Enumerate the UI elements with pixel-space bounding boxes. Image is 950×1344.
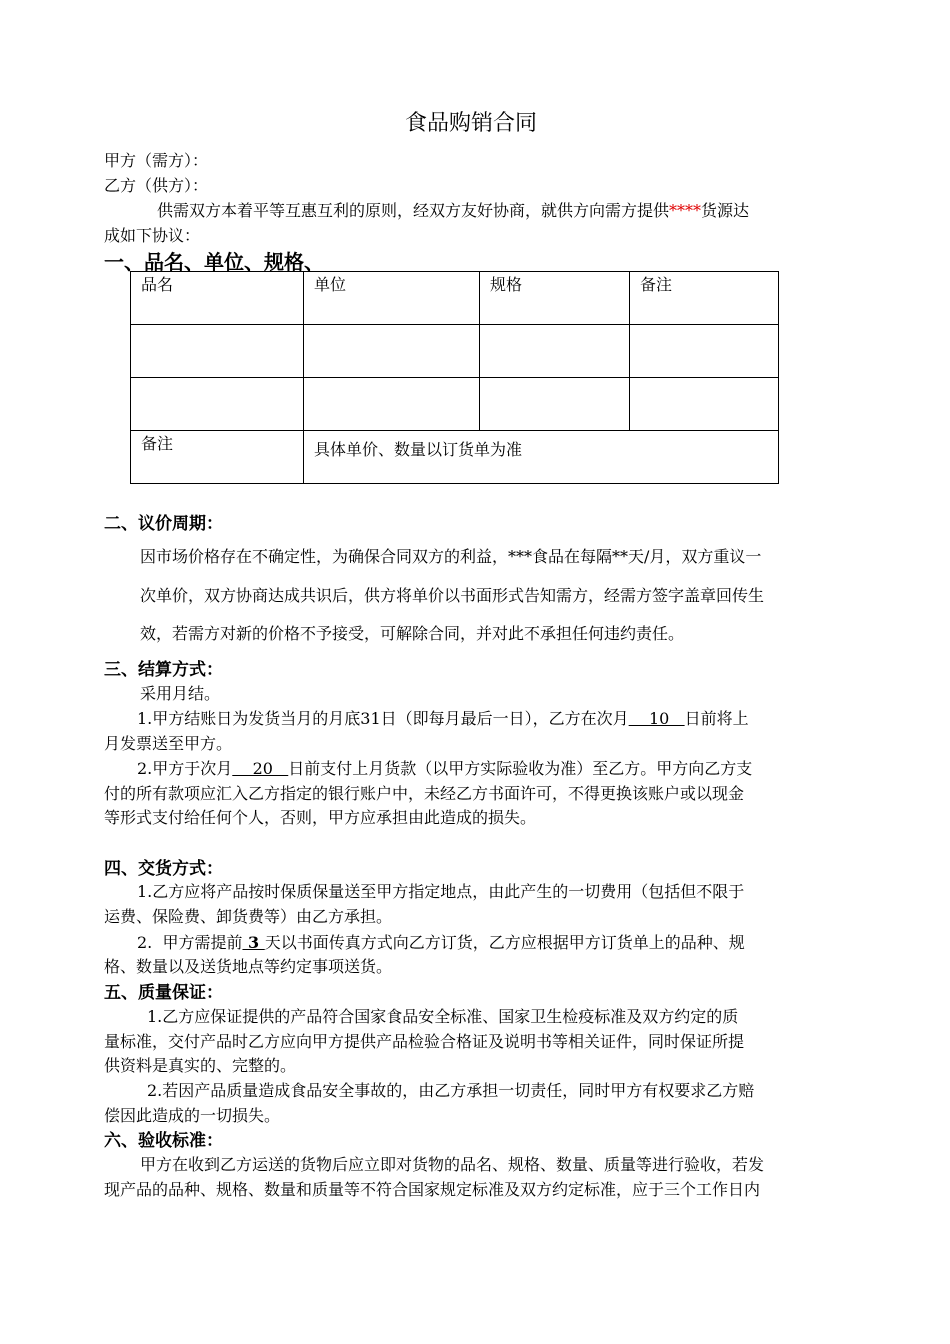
table-cell — [304, 378, 480, 431]
table-remark-value: 具体单价、数量以订货单为准 — [304, 431, 779, 484]
table-header-cell: 单位 — [304, 272, 480, 325]
section4-item2-text: 2. 甲方需提前 — [137, 933, 243, 952]
table-header-row — [131, 272, 779, 325]
section5-heading: 五、质量保证： — [104, 983, 223, 1003]
intro-text-post: 货源达 — [701, 201, 750, 220]
table-header-cell: 规格 — [480, 272, 630, 325]
section3-item1-text: 1.甲方结账日为发货当月的月底31日（即每月最后一日），乙方在次月 — [137, 709, 629, 728]
section4-item2-line2: 格、数量以及送货地点等约定事项送货。 — [104, 957, 393, 976]
section6-line-2: 现产品的品种、规格、数量和质量等不符合国家规定标准及双方约定标准，应于三个工作日内 — [104, 1180, 761, 1199]
intro-line-1 — [157, 201, 749, 221]
section4-heading: 四、交货方式： — [104, 859, 223, 879]
table-cell — [630, 378, 779, 431]
party-a-line: 甲方（需方）： — [104, 151, 209, 170]
table-cell — [131, 378, 304, 431]
section4-item2-tail: 天以书面传真方式向乙方订货，乙方应根据甲方订货单上的品种、规 — [264, 933, 745, 952]
section5-item1-line3: 供资料是真实的、完整的。 — [104, 1056, 297, 1075]
intro-text-pre: 供需双方本着平等互惠互利的原则，经双方友好协商，就供方向需方提供 — [157, 201, 670, 220]
settlement-payment-day: 20 — [232, 759, 289, 778]
table-remark-row — [131, 431, 779, 484]
party-b-line: 乙方（供方）： — [104, 176, 209, 195]
section3-item2-tail: 日前支付上月货款（以甲方实际验收为准）至乙方。甲方向乙方支 — [288, 759, 753, 778]
intro-line-2: 成如下协议： — [104, 226, 201, 245]
order-advance-days: 3 — [242, 933, 265, 952]
section2-heading: 二、议价周期： — [104, 514, 223, 534]
section3-item2-line2: 付的所有款项应汇入乙方指定的银行账户中，未经乙方书面许可，不得更换该账户或以现金 — [104, 784, 745, 803]
section1-heading: 一、品名、单位、规格、 — [104, 250, 324, 274]
section3-item1-tail: 日前将上 — [684, 709, 749, 728]
intro-red-placeholder: **** — [669, 201, 702, 220]
section3-item2-line3: 等形式支付给任何个人，否则，甲方应承担由此造成的损失。 — [104, 808, 537, 827]
settlement-invoice-day: 10 — [628, 709, 685, 728]
table-header-cell: 备注 — [630, 272, 779, 325]
table-row — [131, 325, 779, 378]
section3-item1 — [137, 709, 749, 729]
table-cell — [480, 378, 630, 431]
table-cell — [131, 325, 304, 378]
section3-item2 — [137, 759, 752, 779]
product-table — [130, 271, 779, 484]
section4-item1-line2: 运费、保险费、卸货费等）由乙方承担。 — [104, 907, 393, 926]
section6-line-1: 甲方在收到乙方运送的货物后应立即对货物的品名、规格、数量、质量等进行验收，若发 — [140, 1155, 765, 1174]
section3-line-0: 采用月结。 — [140, 684, 221, 703]
document-title: 食品购销合同 — [405, 111, 538, 136]
section3-item2-text: 2.甲方于次月 — [137, 759, 233, 778]
section4-item1-line1: 1.乙方应将产品按时保质保量送至甲方指定地点，由此产生的一切费用（包括但不限于 — [137, 882, 745, 901]
table-row — [131, 378, 779, 431]
section3-heading: 三、结算方式： — [104, 660, 223, 680]
table-cell — [480, 325, 630, 378]
table-cell — [630, 325, 779, 378]
section3-item1-line2: 月发票送至甲方。 — [104, 734, 233, 753]
section2-line-3: 效，若需方对新的价格不予接受，可解除合同，并对此不承担任何违约责任。 — [140, 624, 685, 643]
table-remark-label: 备注 — [131, 431, 304, 484]
section2-line-1: 因市场价格存在不确定性，为确保合同双方的利益，***食品在每隔**天/月，双方重议一 — [140, 547, 762, 566]
table-cell — [304, 325, 480, 378]
section5-item1-line2: 量标准，交付产品时乙方应向甲方提供产品检验合格证及说明书等相关证件，同时保证所提 — [104, 1032, 745, 1051]
section4-item2 — [137, 933, 745, 953]
section6-heading: 六、验收标准： — [104, 1131, 223, 1151]
section5-item1-line1: 1.乙方应保证提供的产品符合国家食品安全标准、国家卫生检疫标准及双方约定的质 — [147, 1007, 739, 1026]
section5-item2-line1: 2.若因产品质量造成食品安全事故的，由乙方承担一切责任，同时甲方有权要求乙方赔 — [147, 1081, 755, 1100]
section2-line-2: 次单价，双方协商达成共识后，供方将单价以书面形式告知需方，经需方签字盖章回传生 — [140, 586, 765, 605]
table-header-cell: 品名 — [131, 272, 304, 325]
section5-item2-line2: 偿因此造成的一切损失。 — [104, 1106, 281, 1125]
